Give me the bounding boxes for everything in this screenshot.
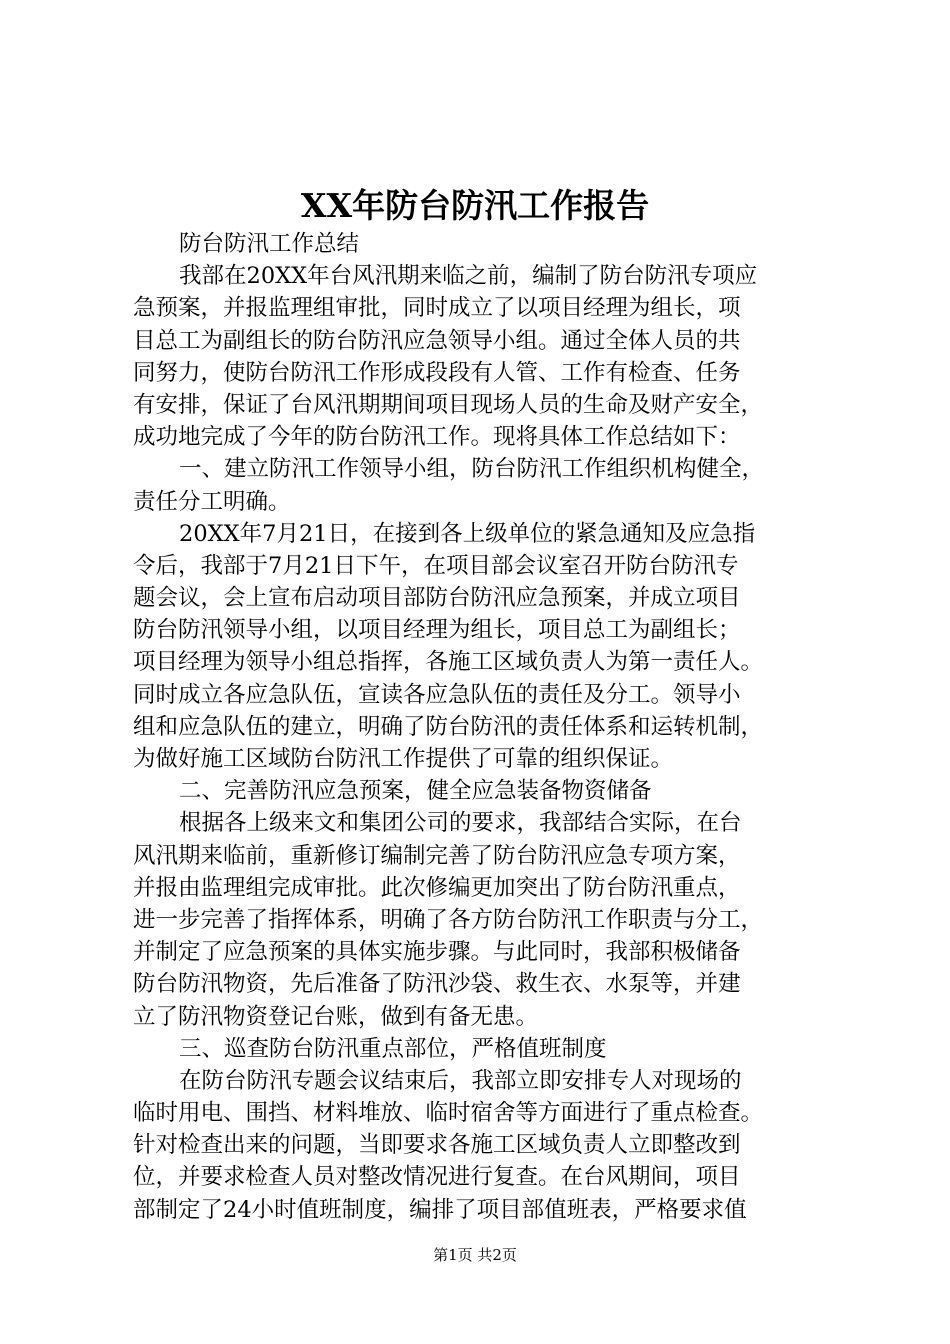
- document-body: [133, 228, 833, 1226]
- text-line: 目总工为副组长的防台防汛应急领导小组。通过全体人员的共: [133, 327, 741, 354]
- text-line: 成功地完成了今年的防台防汛工作。现将具体工作总结如下：: [133, 424, 741, 451]
- text-line: 项目经理为领导小组总指挥，各施工区域负责人为第一责任人。: [133, 649, 764, 676]
- text-line: 20XX年7月21日，在接到各上级单位的紧急通知及应急指: [179, 520, 756, 547]
- text-line: 位，并要求检查人员对整改情况进行复查。在台风期间，项目: [133, 1164, 741, 1191]
- page-footer: 第1页 共2页: [433, 1246, 517, 1264]
- text-line: 针对检查出来的问题，当即要求各施工区域负责人立即整改到: [133, 1132, 741, 1159]
- text-line: 有安排，保证了台风汛期期间项目现场人员的生命及财产安全，: [133, 391, 764, 418]
- text-line: 并报由监理组完成审批。此次修编更加突出了防台防汛重点，: [133, 874, 741, 901]
- text-line: 风汛期来临前，重新修订编制完善了防台防汛应急专项方案，: [133, 842, 741, 869]
- text-line: 三、巡查防台防汛重点部位，严格值班制度: [179, 1035, 607, 1062]
- text-line: 为做好施工区域防台防汛工作提供了可靠的组织保证。: [133, 746, 674, 772]
- text-line: 同努力，使防台防汛工作形成段段有人管、工作有检查、任务: [133, 359, 741, 386]
- text-line: 题会议，会上宣布启动项目部防台防汛应急预案，并成立项目: [133, 585, 741, 612]
- text-line: 一、建立防汛工作领导小组，防台防汛工作组织机构健全，: [179, 456, 765, 483]
- page-title: XX年防台防汛工作报告: [300, 186, 650, 225]
- text-line: 同时成立各应急队伍，宣读各应急队伍的责任及分工。领导小: [133, 681, 741, 708]
- text-line: 防台防汛物资，先后准备了防汛沙袋、救生衣、水泵等，并建: [133, 971, 741, 998]
- text-line: 根据各上级来文和集团公司的要求，我部结合实际，在台: [179, 810, 742, 837]
- text-line: 立了防汛物资登记台账，做到有备无患。: [133, 1003, 539, 1030]
- text-line: 我部在20XX年台风汛期来临之前，编制了防台防汛专项应: [179, 263, 758, 290]
- text-line: 组和应急队伍的建立，明确了防台防汛的责任体系和运转机制，: [133, 713, 764, 740]
- text-line: 急预案，并报监理组审批，同时成立了以项目经理为组长，项: [133, 295, 741, 322]
- text-line: 防台防汛领导小组，以项目经理为组长，项目总工为副组长；: [133, 617, 741, 644]
- text-line: 在防台防汛专题会议结束后，我部立即安排专人对现场的: [179, 1067, 742, 1094]
- text-line: 并制定了应急预案的具体实施步骤。与此同时，我部积极储备: [133, 939, 741, 966]
- text-line: 临时用电、围挡、材料堆放、临时宿舍等方面进行了重点检查。: [133, 1100, 764, 1127]
- text-line: 二、完善防汛应急预案，健全应急装备物资储备: [179, 778, 652, 805]
- text-line: 责任分工明确。: [133, 488, 291, 515]
- text-line: 令后，我部于7月21日下午，在项目部会议室召开防台防汛专: [133, 552, 739, 579]
- text-line: 防台防汛工作总结: [179, 231, 360, 257]
- text-line: 部制定了24小时值班制度，编排了项目部值班表，严格要求值: [133, 1196, 747, 1223]
- text-line: 进一步完善了指挥体系，明确了各方防台防汛工作职责与分工，: [133, 906, 764, 933]
